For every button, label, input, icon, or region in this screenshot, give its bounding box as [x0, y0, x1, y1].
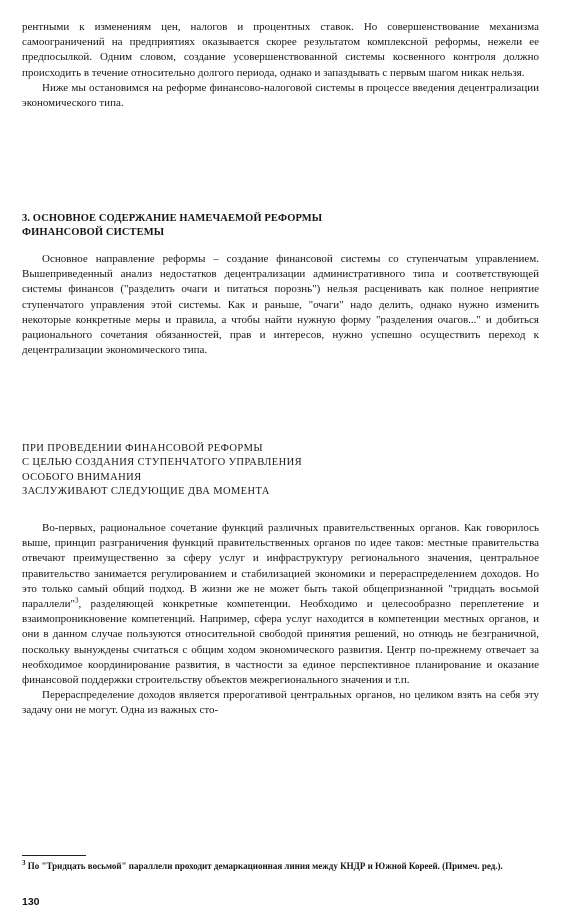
section-3-paragraph-1: Основное направление реформы – создание финансовой системы со ступенчатым управлением. Вышеприведенный анализ недостатков децентрализации административного типа и соответствующей системы финансов ("разделить очаги и питаться порознь") нельзя расценивать как полное неприятие ступенчатого управления этой системы. Как и раньше, "очаги" надо делить, однако нужно изменить некоторые конкретные меры и правила, а чтобы найти нужную форму "разделения очагов..." и добиться рационального сочетания обязанностей, прав и интересов, нужно успешно осуществить переход к децентрализации экономического типа.: [22, 253, 539, 357]
subsection-body: [22, 521, 539, 719]
subsection-heading-line-1: ПРИ ПРОВЕДЕНИИ ФИНАНСОВОЙ РЕФОРМЫ: [22, 443, 263, 454]
intro-block: [22, 20, 539, 111]
section-3-heading-line-1: 3. ОСНОВНОЕ СОДЕРЖАНИЕ НАМЕЧАЕМОЙ РЕФОРМЫ: [22, 213, 323, 224]
footnote-marker: 3: [22, 859, 26, 867]
page-number: 130: [22, 896, 40, 908]
footnote-text: По "Тридцать восьмой" параллели проходит демаркационная линия между КНДР и Южной Кореей. (Примеч. ред.).: [27, 861, 503, 871]
subsection-heading-line-2: С ЦЕЛЬЮ СОЗДАНИЯ СТУПЕНЧАТОГО УПРАВЛЕНИЯ: [22, 457, 302, 469]
paragraph-text-before-ref: Во-первых, рациональное сочетание функций различных правительственных органов. Как говорилось выше, принцип разграничения функций правительственных органов по идее таков: местные правительства отвечают преимущественно за сферу услуг и инфраструктуру регионального значения, центральное правительство занимается регулированием и стабилизацией экономики и перераспределением доходов. Но это только самый общий подход. В жизни же не может быть такой общепризнанной "тридцать восьмой параллели": [22, 522, 539, 611]
section-3-heading: [22, 212, 539, 240]
subsection-paragraph-1: [22, 521, 539, 688]
footnote-reference: 3: [74, 596, 79, 605]
section-3-body: [22, 252, 539, 358]
intro-paragraph-1: рентными к изменениям цен, налогов и процентных ставок. Но совершенствование механизма самоограничений на предприятиях оказывается скорее результатом комплексной реформы, нежели ее предпосылкой. Одним словом, создание усовершенствованной системы косвенного контроля должно происходить в течение относительно долгого периода, однако и запаздывать с первым шагом никак нельзя.: [22, 21, 539, 79]
intro-paragraph-2: Ниже мы остановимся на реформе финансово-налоговой системы в процессе введения децентрализации экономического типа.: [22, 81, 539, 110]
subsection-heading-line-4: ЗАСЛУЖИВАЮТ СЛЕДУЮЩИЕ ДВА МОМЕНТА: [22, 485, 270, 497]
section-3-heading-line-2: ФИНАНСОВОЙ СИСТЕМЫ: [22, 227, 165, 238]
subsection-heading: [22, 442, 539, 499]
paragraph-text-after-ref: , разделяющей конкретные компетенции. Необходимо и целесообразно переплетение и взаимопроникновение компетенций. Например, сфера услуг находится в компетенции местных органов, и они в данном случае пользуются относительной свободой принятия решений, но отнюдь не безграничной, поскольку вынуждены считаться с общим ходом экономического развития. Центр по-прежнему отвечает за необходимое координирование развития, в частности за единое перспективное планирование и оказание финансовой поддержки строительству объектов межрегионального значения и т.п.: [22, 598, 539, 687]
footnote: [22, 860, 539, 873]
subsection-heading-line-3: ОСОБОГО ВНИМАНИЯ: [22, 471, 142, 483]
subsection-paragraph-2: Перераспределение доходов является прерогативой центральных органов, но целиком взять на себя эту задачу они не могут. Одна из важных сто-: [22, 689, 539, 717]
footnote-divider: [22, 855, 86, 856]
